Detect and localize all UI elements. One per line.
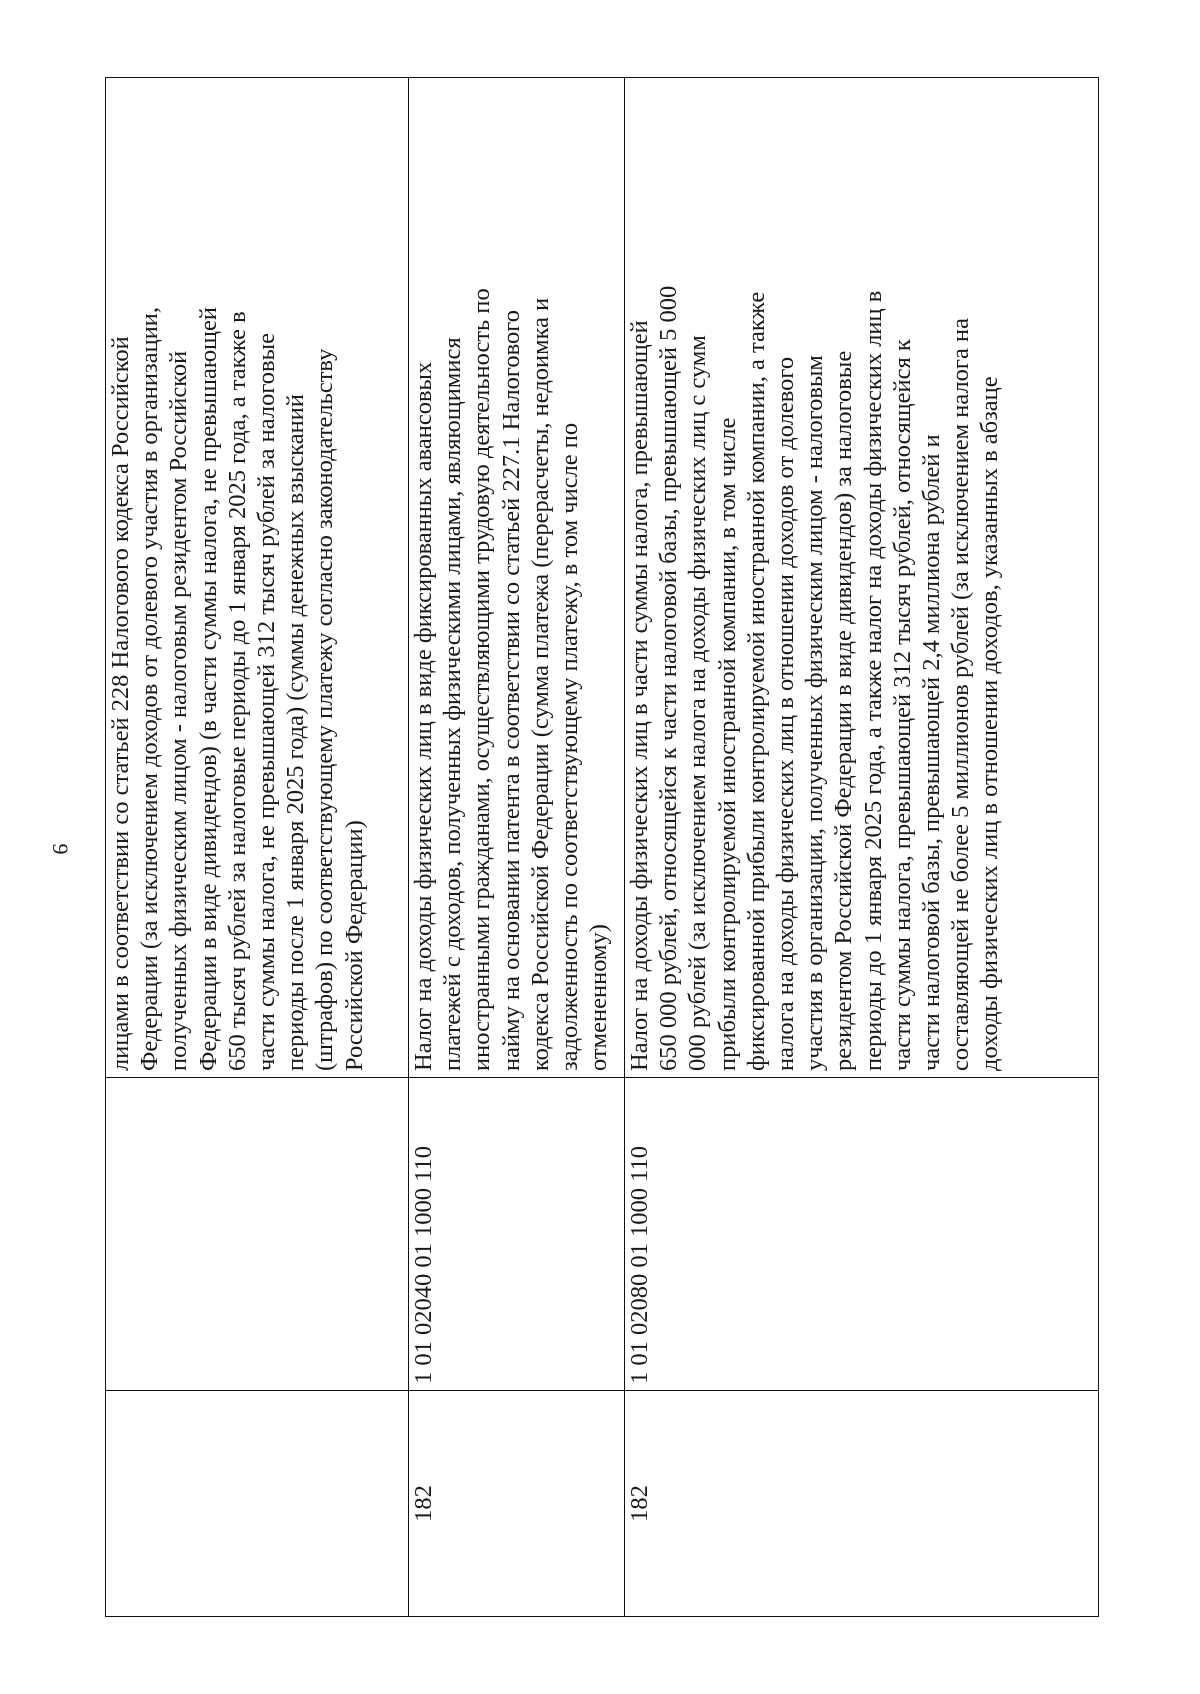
text-line: составляющей не более 5 миллионов рублей (за исключением налога на: [947, 318, 975, 1071]
text-line: Налог на доходы физических лиц в виде фиксированных авансовых: [410, 361, 437, 1071]
admin-code-cell: 182: [625, 1391, 1099, 1617]
text-line: (штрафов) по соответствующему платежу согласно законодательству: [311, 348, 339, 1071]
text-line: Российской Федерации): [340, 820, 368, 1071]
text-line: части налоговой базы, превышающей 2,4 миллиона рублей и: [918, 434, 946, 1071]
text-line: найму на основании патента в соответствии со статьей 227.1 Налогового: [497, 310, 525, 1071]
text-line: фиксированной прибыли контролируемой иностранной компании, а также: [742, 291, 770, 1071]
text-line: Федерации в виде дивидендов) (в части суммы налога, не превышающей: [194, 307, 222, 1071]
text-line: резидентом Российской Федерации в виде дивидендов) за налоговые: [830, 350, 858, 1071]
income-name-cell: [106, 78, 409, 1078]
table-row: [106, 78, 409, 1617]
page-number: 9: [48, 843, 73, 855]
kbk-code-cell: 1 01 02080 01 1000 110: [625, 1078, 1099, 1391]
text-line: Налог на доходы физических лиц в части суммы налога, превышающей: [626, 320, 653, 1071]
text-line: кодекса Российской Федерации (сумма платежа (перерасчеты, недоимка и: [526, 297, 554, 1071]
text-line: периоды после 1 января 2025 года) (суммы денежных взысканий: [282, 393, 310, 1071]
text-line: доходы физических лиц в отношении доходов, указанных в абзаце: [976, 376, 1004, 1071]
text-line: иностранными гражданами, осуществляющими трудовую деятельность по: [468, 288, 496, 1071]
text-line: отмененному): [585, 924, 613, 1071]
admin-code-cell: 182: [409, 1391, 625, 1617]
text-line: полученных физическим лицом - налоговым резидентом Российской: [165, 350, 193, 1071]
text-line: налога на доходы физических лиц в отношении доходов от долевого: [772, 356, 800, 1071]
table-row: [625, 78, 1099, 1617]
income-name-cell: [625, 78, 1099, 1078]
text-line: платежей с доходов, полученных физическими лицами, являющимися: [439, 337, 467, 1071]
text-line: 650 тысяч рублей за налоговые периоды до 1 января 2025 года, а также в: [223, 311, 251, 1071]
text-line: 650 000 рублей, относящейся к части налоговой базы, превышающей 5 000: [655, 285, 683, 1071]
kbk-table: [105, 77, 1099, 1617]
text-line: лицами в соответствии со статьей 228 Налогового кодекса Российской: [107, 336, 134, 1071]
text-line: Федерации (за исключением доходов от долевого участия в организации,: [136, 306, 164, 1071]
text-line: задолженность по соответствующему платежу, в том числе по: [556, 422, 584, 1071]
text-line: части суммы налога, не превышающей 312 тысяч рублей за налоговые: [253, 333, 281, 1071]
text-line: 000 рублей (за исключением налога на доходы физических лиц с сумм: [684, 335, 712, 1071]
kbk-code-cell: [106, 1078, 409, 1391]
admin-code-cell: [106, 1391, 409, 1617]
text-line: периоды до 1 января 2025 года, а также налог на доходы физических лиц в: [859, 290, 887, 1071]
text-line: части суммы налога, превышающей 312 тысяч рублей, относящейся к: [888, 339, 916, 1071]
table-row: [409, 78, 625, 1617]
text-line: прибыли контролируемой иностранной компании, в том числе: [713, 417, 741, 1071]
kbk-code-cell: 1 01 02040 01 1000 110: [409, 1078, 625, 1391]
text-line: участия в организации, полученных физическим лицом - налоговым: [801, 355, 829, 1071]
rotated-page-content: [105, 77, 1095, 1617]
income-name-cell: [409, 78, 625, 1078]
